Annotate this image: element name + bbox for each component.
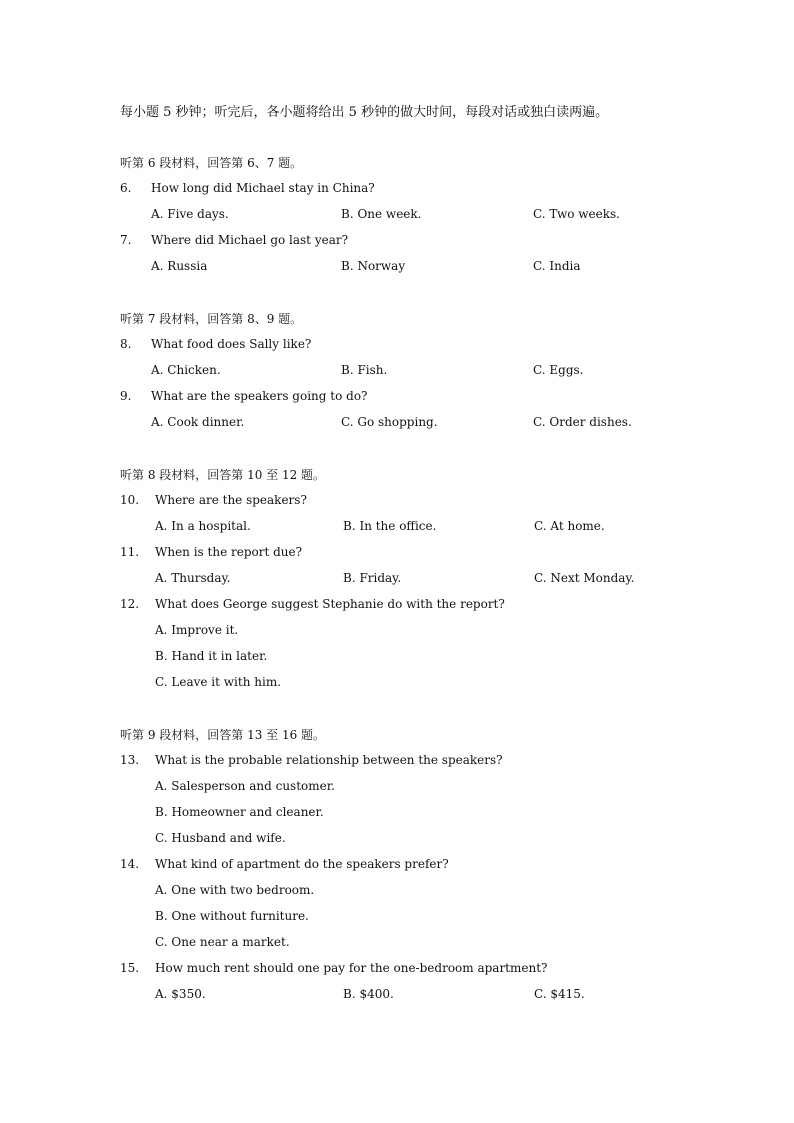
option-c: C. India (533, 259, 581, 273)
option-a: A. Chicken. (151, 363, 221, 377)
question-text: When is the report due? (155, 545, 303, 559)
option-c: C. Leave it with him. (155, 675, 282, 689)
section-heading: 听第 9 段材料，回答第 13 至 16 题。 (120, 728, 326, 742)
question-number: 8. (120, 337, 132, 351)
question-number: 12. (120, 597, 140, 611)
question-number: 14. (120, 857, 140, 871)
question-text: Where are the speakers? (155, 493, 307, 507)
option-b: B. In the office. (343, 519, 437, 533)
option-a: A. One with two bedroom. (155, 883, 315, 897)
option-b: B. Norway (341, 259, 406, 273)
option-a: A. Five days. (151, 207, 229, 221)
question-text: What is the probable relationship between the speakers? (155, 753, 503, 767)
option-c: C. Two weeks. (533, 207, 620, 221)
question-text: What kind of apartment do the speakers prefer? (155, 857, 449, 871)
question-text: What food does Sally like? (151, 337, 312, 351)
option-b: B. Hand it in later. (155, 649, 268, 663)
intro-text: 每小题 5 秒钟；听完后，各小题将给出 5 秒钟的做大时间，每段对话或独白读两遍。 (120, 105, 609, 120)
question-number: 13. (120, 753, 140, 767)
option-a: A. $350. (155, 987, 206, 1001)
option-c: C. Order dishes. (533, 415, 632, 429)
option-a: A. In a hospital. (155, 519, 251, 533)
question-text: How much rent should one pay for the one-bedroom apartment? (155, 961, 548, 975)
option-c: C. Husband and wife. (155, 831, 286, 845)
option-b: B. Homeowner and cleaner. (155, 805, 324, 819)
question-text: How long did Michael stay in China? (151, 181, 375, 195)
option-b: B. Friday. (343, 571, 402, 585)
option-c: C. Eggs. (533, 363, 584, 377)
option-a: A. Salesperson and customer. (155, 779, 335, 793)
option-b: C. Go shopping. (341, 415, 438, 429)
question-number: 10. (120, 493, 140, 507)
option-b: B. One week. (341, 207, 422, 221)
question-text: What are the speakers going to do? (151, 389, 368, 403)
option-a: A. Cook dinner. (151, 415, 245, 429)
option-a: A. Improve it. (155, 623, 239, 637)
question-number: 9. (120, 389, 132, 403)
option-b: B. One without furniture. (155, 909, 309, 923)
option-b: B. Fish. (341, 363, 388, 377)
question-text: What does George suggest Stephanie do with the report? (155, 597, 505, 611)
section-heading: 听第 7 段材料，回答第 8、9 题。 (120, 312, 303, 326)
option-a: A. Russia (151, 259, 208, 273)
section-heading: 听第 8 段材料，回答第 10 至 12 题。 (120, 468, 326, 482)
option-b: B. $400. (343, 987, 394, 1001)
section-heading: 听第 6 段材料，回答第 6、7 题。 (120, 156, 303, 170)
question-number: 11. (120, 545, 140, 559)
question-text: Where did Michael go last year? (151, 233, 349, 247)
option-c: C. One near a market. (155, 935, 290, 949)
question-number: 7. (120, 233, 132, 247)
option-c: C. Next Monday. (534, 571, 635, 585)
option-c: C. $415. (534, 987, 585, 1001)
option-c: C. At home. (534, 519, 605, 533)
question-number: 6. (120, 181, 132, 195)
question-number: 15. (120, 961, 140, 975)
option-a: A. Thursday. (155, 571, 231, 585)
